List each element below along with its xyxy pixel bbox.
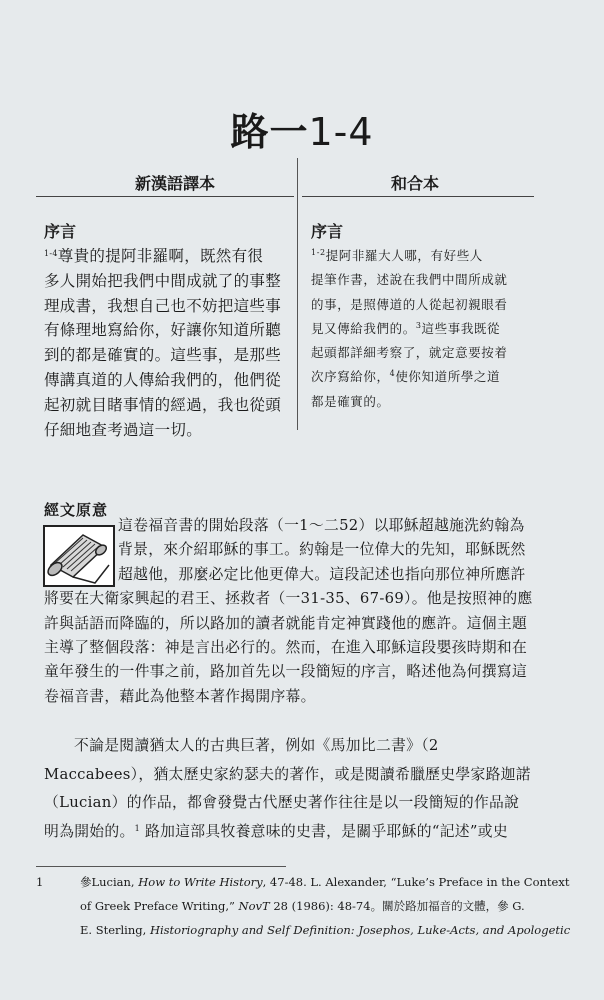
cuv-line: 見又傳給我們的。$^3$這些事我既從 <box>311 320 501 336</box>
body-line: Maccabees），猶太歷史家約瑟夫的著作，或是閱讀希臘歷史學家路迦諾 <box>44 765 531 783</box>
ccv-line: 有條理地寫給你，好讓你知道所聽 <box>44 321 282 340</box>
footnote <box>36 870 571 942</box>
footnote-line: of Greek Preface Writing,” NovT 28 (1986): 48-74。關於路加福音的文體，參 G. <box>80 899 525 913</box>
body-line: 明為開始的。$^1$ 路加這部具牧養意味的史書，是關乎耶穌的“記述”或史 <box>44 822 508 840</box>
cuv-line: 起頭都詳細考察了，就定意要按着 <box>311 345 508 361</box>
cuv-line: 次序寫給你，$^4$使你知道所學之道 <box>311 369 501 385</box>
footnote-line: E. Sterling, Historiography and Self Definition: Josephos, Luke-Acts, and Apologetic <box>80 923 571 937</box>
verse-number: 4 <box>389 369 396 379</box>
footnote-line: 1 參Lucian, How to Write History, 47-48. L. Alexander, “Luke’s Preface in the Context <box>36 870 546 894</box>
cuv-line: 都是確實的。 <box>311 393 390 409</box>
body-line: 主導了整個段落：神是言出必行的。然而，在進入耶穌這段嬰孩時期和在 <box>44 639 528 657</box>
footnote-number: 1 <box>36 875 44 889</box>
cuv-line: $^{1-2}$提阿非羅大人哪，有好些人 <box>311 248 483 263</box>
body-line: 卷福音書，藉此為他整本著作揭開序幕。 <box>44 687 316 705</box>
page-title <box>0 108 604 156</box>
body-line: 許與話語而降臨的，所以路加的讀者就能肯定神實踐他的應許。這個主題 <box>44 614 528 632</box>
footnote-marker: 1 <box>134 823 140 833</box>
ccv-line: 理成書，我想自己也不妨把這些事 <box>44 296 282 315</box>
body-line: （Lucian）的作品，都會發覺古代歷史著作往往是以一段簡短的作品說 <box>44 794 520 811</box>
column-divider <box>297 158 298 430</box>
ccv-line: 起初就目睹事情的經過，我也從頭 <box>44 395 282 414</box>
left-column-heading: 新漢語譯本 <box>134 174 215 193</box>
right-heading-rule <box>302 196 534 197</box>
ccv-translation-text <box>44 244 294 442</box>
ccv-line: 仔細地查考過這一切。 <box>44 420 203 439</box>
ccv-line: 傳講真道的人傳給我們的，他們從 <box>44 370 282 389</box>
right-subheading: 序言 <box>311 222 344 241</box>
verse-number: 1-4 <box>44 249 58 258</box>
cuv-line: 提筆作書，述說在我們中間所成就 <box>311 272 508 288</box>
body-line: 超越他，那麼必定比他更偉大。這段記述也指向那位神所應許 <box>118 565 526 583</box>
original-meaning-heading: 經文原意 <box>44 501 109 519</box>
verse-number: 3 <box>415 320 422 330</box>
ccv-line: 多人開始把我們中間成就了的事整 <box>44 271 282 290</box>
footnote-rule <box>36 866 286 867</box>
original-meaning-paragraph-1 <box>44 514 544 709</box>
ccv-line: 到的都是確實的。這些事，是那些 <box>44 346 282 365</box>
body-line: 這卷福音書的開始段落（一1～二52）以耶穌超越施洗約翰為 <box>118 517 525 534</box>
verse-number: 1-2 <box>311 248 326 257</box>
body-line: 將要在大衛家興起的君王、拯救者（一31-35、67-69）。他是按照神的應 <box>44 590 533 608</box>
cuv-line: 的事，是照傳道的人從起初親眼看 <box>311 296 508 312</box>
body-line: 不論是閱讀猶太人的古典巨著，例如《馬加比二書》（2 <box>74 737 439 754</box>
left-subheading: 序言 <box>44 222 77 241</box>
cuv-translation-text <box>311 244 541 414</box>
right-column-heading: 和合本 <box>390 174 439 193</box>
title-main: 路一 <box>230 110 309 154</box>
title-range: 1-4 <box>308 110 374 154</box>
ccv-line: $^{1-4}$尊貴的提阿非羅啊，既然有很 <box>44 247 264 265</box>
left-heading-rule <box>36 196 294 197</box>
original-meaning-paragraph-2 <box>44 732 544 846</box>
body-line: 背景，來介紹耶穌的事工。約翰是一位偉大的先知，耶穌既然 <box>118 541 526 559</box>
body-line: 童年發生的一件事之前，路加首先以一段簡短的序言，略述他為何撰寫這 <box>44 663 528 681</box>
